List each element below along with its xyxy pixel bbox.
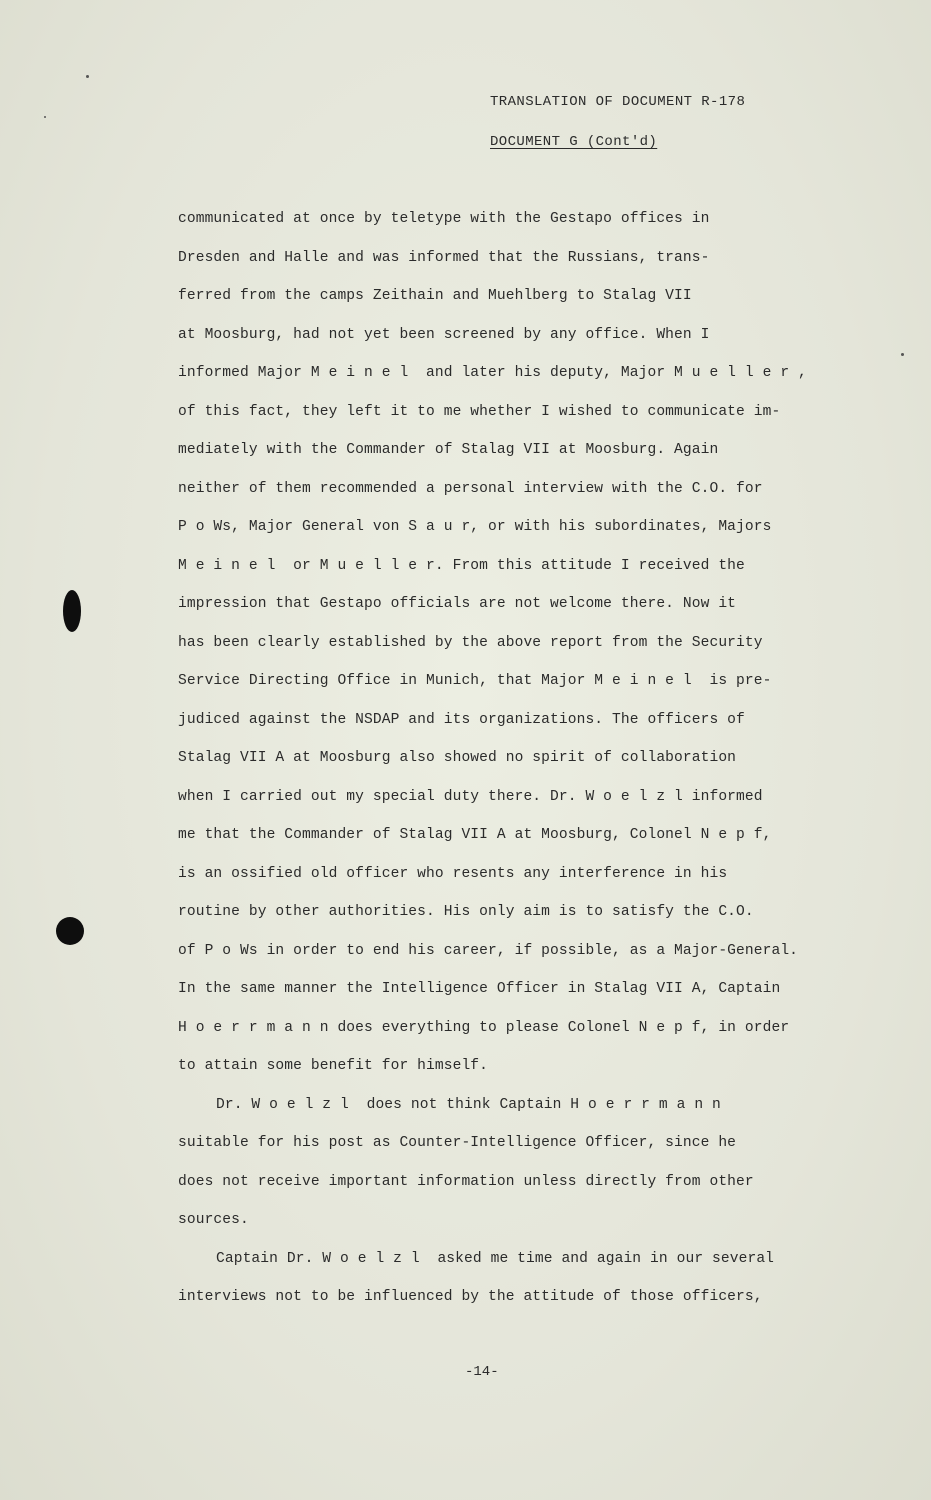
body-line: sources. [178, 1212, 249, 1228]
body-line: has been clearly established by the above report from the Security [178, 634, 763, 651]
body-line: of P o Ws in order to end his career, if possible, as a Major-General. [178, 942, 799, 959]
body-line: Dresden and Halle and was informed that the Russians, trans- [178, 249, 710, 266]
body-line: ferred from the camps Zeithain and Muehlberg to Stalag VII [178, 288, 692, 304]
body-line: H o e r r m a n n does everything to please Colonel N e p f, in order [178, 1019, 790, 1036]
body-line: routine by other authorities. His only aim is to satisfy the C.O. [178, 904, 754, 920]
document-subtitle: DOCUMENT G (Cont'd) [490, 134, 658, 150]
body-line: of this fact, they left it to me whether I wished to communicate im- [178, 403, 781, 420]
binder-hole-upper [63, 590, 81, 632]
body-line: when I carried out my special duty there. Dr. W o e l z l informed [178, 788, 763, 805]
document-body [178, 209, 868, 1326]
body-line: does not receive important information unless directly from other [178, 1173, 754, 1190]
body-line: communicated at once by teletype with the Gestapo offices in [178, 211, 710, 227]
paper-speck [86, 75, 89, 78]
body-line: Service Directing Office in Munich, that Major M e i n e l is pre- [178, 673, 772, 689]
page-number: -14- [465, 1364, 499, 1380]
body-line: me that the Commander of Stalag VII A at Moosburg, Colonel N e p f, [178, 827, 772, 843]
body-line: neither of them recommended a personal interview with the C.O. for [178, 480, 763, 497]
body-line: P o Ws, Major General von S a u r, or with his subordinates, Majors [178, 519, 772, 535]
body-line: suitable for his post as Counter-Intelligence Officer, since he [178, 1135, 737, 1151]
body-line: mediately with the Commander of Stalag VII at Moosburg. Again [178, 442, 719, 458]
body-line: impression that Gestapo officials are not welcome there. Now it [178, 596, 737, 612]
body-line: M e i n e l or M u e l l e r. From this attitude I received the [178, 557, 745, 574]
paragraph-first-line: Captain Dr. W o e l z l asked me time and again in our several [216, 1250, 775, 1267]
body-line: In the same manner the Intelligence Officer in Stalag VII A, Captain [178, 981, 781, 997]
binder-hole-lower [56, 917, 84, 945]
paper-speck [44, 116, 46, 118]
body-line: is an ossified old officer who resents any interference in his [178, 865, 728, 882]
body-line: Stalag VII A at Moosburg also showed no spirit of collaboration [178, 750, 737, 766]
body-line: judiced against the NSDAP and its organizations. The officers of [178, 711, 745, 728]
document-title: TRANSLATION OF DOCUMENT R-178 [490, 94, 746, 110]
body-line: informed Major M e i n e l and later his deputy, Major M u e l l e r , [178, 365, 807, 381]
body-line: interviews not to be influenced by the attitude of those officers, [178, 1289, 763, 1305]
paragraph-first-line: Dr. W o e l z l does not think Captain H o e r r m a n n [216, 1096, 721, 1113]
paper-speck [901, 353, 904, 356]
body-line: at Moosburg, had not yet been screened by any office. When I [178, 326, 710, 343]
body-line: to attain some benefit for himself. [178, 1058, 489, 1074]
